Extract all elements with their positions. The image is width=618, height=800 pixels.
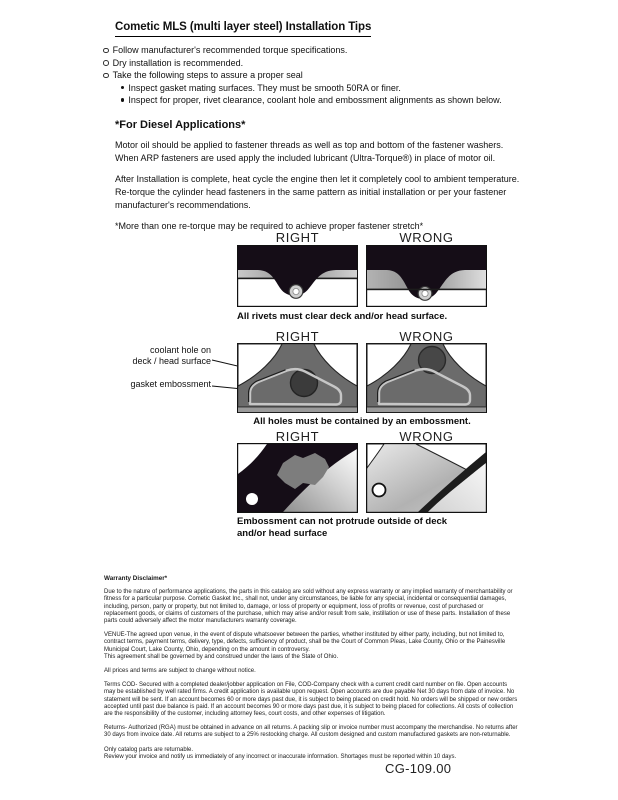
disclaimer-heading: Warranty Disclaimer*: [104, 575, 168, 582]
annotation-text: coolant hole on: [149, 345, 211, 355]
diesel-applications-section: [115, 119, 523, 241]
paragraph: *More than one re-torque may be required to achieve proper fastener stretch*: [115, 221, 424, 231]
disclaimer-paragraph: VENUE-The agreed upon venue, in the event of dispute whatsoever between the parties, whether instituted by either party, including, but not limited to, contract terms, payment terms, delivery, type, defects, sufficiency of product, shall be the Court of Common Pleas, Lake County, Ohio or the Painesville Municipal Court, Lake County, Ohio, depending on the amount in controversy.: [104, 632, 506, 653]
wrong-label: WRONG: [399, 429, 454, 444]
tip-text: Take the following steps to assure a proper seal: [112, 70, 303, 81]
diagram-embossment-wrong: [366, 443, 487, 513]
rivet-clearance-wrong-illustration: [366, 245, 487, 307]
paragraph: After Installation is complete, heat cycle the engine then let it completely cool to ambient temperature. Re-torque the cylinder head fasteners in the same pattern as initial installation or per your fastener manufacturer's recommendations.: [115, 174, 520, 210]
disclaimer-paragraph: Due to the nature of performance applications, the parts in this catalog are sold without any express warranty or any implied warranty of merchantability or fitness for a particular purpose. Cometic Gasket Inc., shall not, under any circumstances, be liable for any special, incidental or consequential damages, including, person, party or property, but not limited to, damage, or loss of property or equipment, loss of profits or revenue, cost of purchased or replacement goods, or claims of customers of the purchase, which may arise and/or result from sale, instillation or use of these parts. Installation of these parts could adversely affect the motor manufacturers warranty coverage.: [104, 589, 513, 625]
diagram-embossment-right: [237, 443, 358, 513]
rivet-clearance-right-illustration: [237, 245, 358, 307]
diagram-coolant-right: [237, 343, 358, 413]
embossment-wrong-illustration: [366, 443, 487, 513]
annotation-coolant-hole: [95, 345, 211, 367]
bullet-dot-icon: [121, 86, 124, 89]
installation-tips-list: [103, 44, 533, 107]
list-item: [103, 44, 533, 57]
diagram-caption: All rivets must clear deck and/or head surface.: [237, 311, 448, 322]
tip-text: Follow manufacturer's recommended torque specifications.: [112, 45, 348, 55]
coolant-hole-right-illustration: [237, 343, 358, 413]
wrong-label: WRONG: [399, 329, 454, 344]
diagram-rivet-right: [237, 245, 358, 307]
page-code: CG-109.00: [385, 761, 452, 776]
disclaimer-paragraph: Review your invoice and notify us immediately of any incorrect or inaccurate information. Shortages must be reported within 10 days.: [104, 753, 457, 760]
right-label: RIGHT: [275, 429, 320, 444]
diagram-caption: All holes must be contained by an embossment.: [253, 416, 471, 427]
tip-text: Inspect gasket mating surfaces. They must be smooth 50RA or finer.: [128, 82, 401, 93]
right-label: RIGHT: [275, 230, 320, 245]
disclaimer-paragraph: Only catalog parts are returnable.: [104, 746, 194, 753]
diagram-rivet-wrong: [366, 245, 487, 307]
annotation-text: deck / head surface: [132, 356, 211, 366]
warranty-disclaimer-section: [104, 575, 518, 768]
page-title: Cometic MLS (multi layer steel) Installation Tips: [115, 21, 371, 37]
disclaimer-paragraph: Returns- Authorized (RGA) must be obtained in advance on all returns. A packing slip or invoice number must accompany the merchandise. No returns after 30 days from invoice date. All returns are subject to a 25% restocking charge. All custom designed and custom manufactured gaskets are non-returnable.: [104, 725, 518, 739]
tip-text: Inspect for proper, rivet clearance, coolant hole and embossment alignments as shown below.: [128, 95, 502, 106]
embossment-right-illustration: [237, 443, 358, 513]
list-item: [121, 94, 533, 107]
diagram-caption: Embossment can not protrude outside of deck and/or head surface: [237, 516, 448, 539]
tip-text: Dry installation is recommended.: [112, 57, 244, 68]
bullet-circle-icon: [103, 48, 109, 54]
bullet-circle-icon: [103, 73, 109, 79]
coolant-hole-wrong-illustration: [366, 343, 487, 413]
wrong-label: WRONG: [399, 230, 454, 245]
disclaimer-paragraph: This agreement shall be governed by and construed under the laws of the State of Ohio.: [104, 653, 339, 660]
disclaimer-paragraph: Terms COD- Secured with a completed dealer/jobber application on File, COD-Company check with a current credit card number on file. Open accounts may be established by well rated firms. A credit application is available upon request. Open accounts are due payable Net 30 days from date of invoice. No statement will be sent. If an account becomes 60 or more days past due, it is subject to being placed on credit hold. No orders will be shipped or new orders accepted until past due balance is paid. If an account becomes 90 or more days past due, it is subject to being placed for collections. All costs of collection are the responsibility of the customer, including attorney fees, court costs, and other expenses of litigation.: [104, 682, 518, 718]
annotation-text: gasket embossment: [130, 379, 211, 389]
right-label: RIGHT: [275, 329, 320, 344]
list-item: [121, 82, 533, 95]
bullet-circle-icon: [103, 60, 109, 66]
annotation-gasket-embossment: [95, 379, 211, 390]
diagram-coolant-wrong: [366, 343, 487, 413]
paragraph: Motor oil should be applied to fastener threads as well as top and bottom of the fastener washers. When ARP fasteners are used apply the included lubricant (Ultra-Torque®) in place of motor oil.: [115, 140, 504, 163]
section-heading: *For Diesel Applications*: [115, 119, 246, 131]
list-item: [103, 69, 533, 82]
bullet-dot-icon: [121, 98, 124, 101]
disclaimer-paragraph: All prices and terms are subject to change without notice.: [104, 668, 256, 675]
list-item: [103, 57, 533, 70]
